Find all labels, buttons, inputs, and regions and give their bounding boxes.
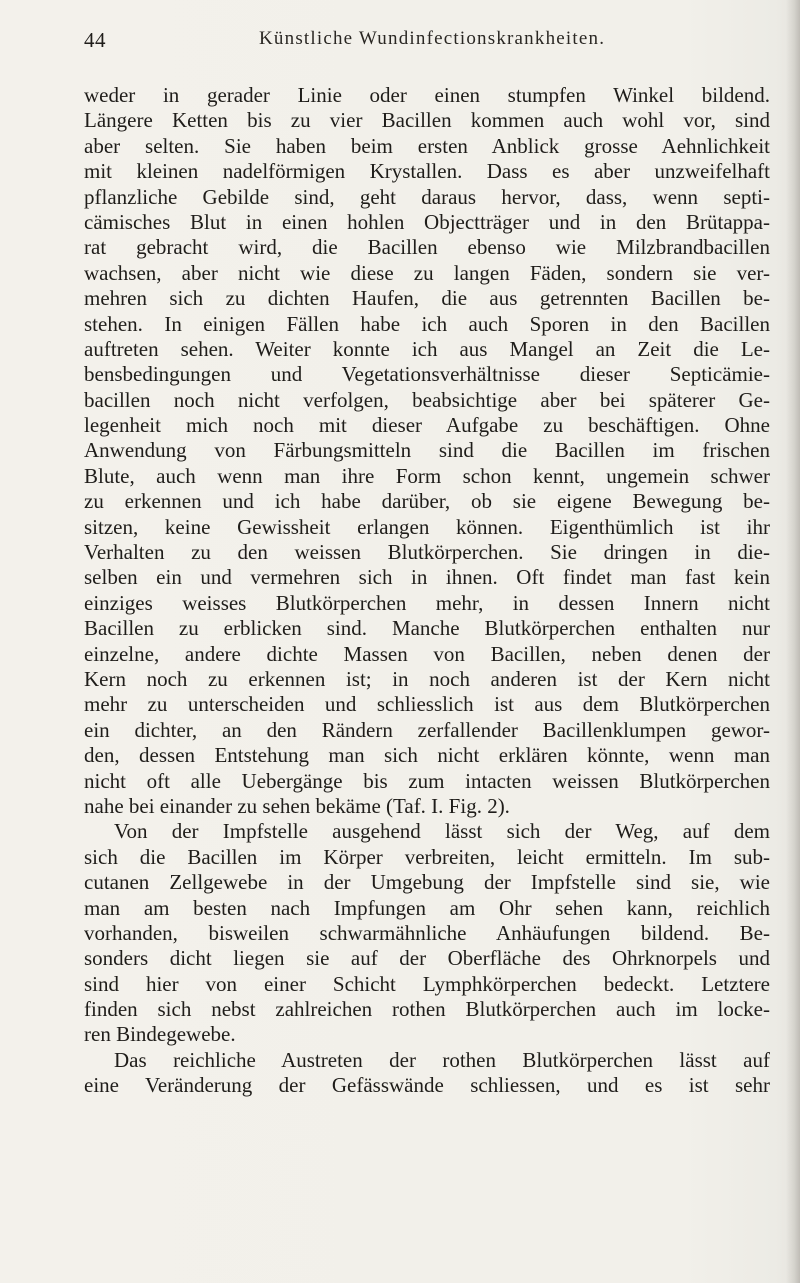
text-line: Verhalten zu den weissen Blutkörperchen. Sie dringen in die- xyxy=(84,540,770,565)
text-line: einzelne, andere dichte Massen von Bacillen, neben denen der xyxy=(84,641,770,666)
text-line: aber selten. Sie haben beim ersten Anblick grosse Aehnlichkeit xyxy=(84,133,770,158)
body-text xyxy=(84,83,770,1099)
page-header xyxy=(84,28,769,54)
text-line: cutanen Zellgewebe in der Umgebung der Impfstelle sind sie, wie xyxy=(84,870,770,895)
text-line: nicht oft alle Uebergänge bis zum intacten weissen Blutkörperchen xyxy=(84,768,770,793)
text-line: finden sich nebst zahlreichen rothen Blutkörperchen auch im locke- xyxy=(84,997,770,1022)
text-line: mehren sich zu dichten Haufen, die aus getrennten Bacillen be- xyxy=(84,286,770,311)
text-line: nahe bei einander zu sehen bekäme (Taf. I. Fig. 2). xyxy=(84,793,510,818)
text-line: Kern noch zu erkennen ist; in noch anderen ist der Kern nicht xyxy=(84,666,770,691)
text-line: den, dessen Entstehung man sich nicht erklären könnte, wenn man xyxy=(84,743,770,768)
text-line: cämisches Blut in einen hohlen Objectträger und in den Brütappa- xyxy=(84,209,770,234)
text-line: Das reichliche Austreten der rothen Blutkörperchen lässt auf xyxy=(114,1047,770,1072)
text-line: wachsen, aber nicht wie diese zu langen Fäden, sondern sie ver- xyxy=(84,260,770,285)
running-title: Künstliche Wundinfectionskrankheiten. xyxy=(259,28,606,49)
text-line: weder in gerader Linie oder einen stumpfen Winkel bildend. xyxy=(84,83,770,107)
text-line: Von der Impfstelle ausgehend lässt sich der Weg, auf dem xyxy=(114,819,770,844)
text-line: Bacillen zu erblicken sind. Manche Blutkörperchen enthalten nur xyxy=(84,616,770,641)
text-line: rat gebracht wird, die Bacillen ebenso wie Milzbrandbacillen xyxy=(84,235,770,260)
page-number: 44 xyxy=(84,28,106,52)
text-line: ren Bindegewebe. xyxy=(84,1022,236,1047)
text-line: sonders dicht liegen sie auf der Oberfläche des Ohrknorpels und xyxy=(84,946,770,971)
text-line: legenheit mich noch mit dieser Aufgabe zu beschäftigen. Ohne xyxy=(84,413,770,438)
text-line: zu erkennen und ich habe darüber, ob sie eigene Bewegung be- xyxy=(84,489,770,514)
text-line: vorhanden, bisweilen schwarmähnliche Anhäufungen bildend. Be- xyxy=(84,920,770,945)
text-line: sich die Bacillen im Körper verbreiten, leicht ermitteln. Im sub- xyxy=(84,844,770,869)
text-line: mit kleinen nadelförmigen Krystallen. Dass es aber unzweifelhaft xyxy=(84,159,770,184)
text-line: auftreten sehen. Weiter konnte ich aus Mangel an Zeit die Le- xyxy=(84,336,770,361)
text-line: eine Veränderung der Gefässwände schliessen, und es ist sehr xyxy=(84,1073,770,1098)
text-line: einziges weisses Blutkörperchen mehr, in dessen Innern nicht xyxy=(84,590,770,615)
text-line: bensbedingungen und Vegetationsverhältnisse dieser Septicämie- xyxy=(84,362,770,387)
text-line: selben ein und vermehren sich in ihnen. Oft findet man fast kein xyxy=(84,565,770,590)
text-line: ein dichter, an den Rändern zerfallender Bacillenklumpen gewor- xyxy=(84,717,770,742)
text-line: sitzen, keine Gewissheit erlangen können. Eigenthümlich ist ihr xyxy=(84,514,770,539)
text-line: sind hier von einer Schicht Lymphkörperchen bedeckt. Letztere xyxy=(84,971,770,996)
text-line: man am besten nach Impfungen am Ohr sehen kann, reichlich xyxy=(84,895,770,920)
text-line: bacillen noch nicht verfolgen, beabsichtige aber bei späterer Ge- xyxy=(84,387,770,412)
text-line: Blute, auch wenn man ihre Form schon kennt, ungemein schwer xyxy=(84,463,770,488)
page-edge-shadow xyxy=(786,0,800,1283)
paragraph xyxy=(84,819,770,1048)
text-line: Anwendung von Färbungsmitteln sind die Bacillen im frischen xyxy=(84,438,770,463)
text-line: stehen. In einigen Fällen habe ich auch Sporen in den Bacillen xyxy=(84,311,770,336)
paragraph xyxy=(84,83,770,819)
paragraph xyxy=(84,1048,770,1099)
text-line: mehr zu unterscheiden und schliesslich ist aus dem Blutkörperchen xyxy=(84,692,770,717)
text-line: pflanzliche Gebilde sind, geht daraus hervor, dass, wenn septi- xyxy=(84,184,770,209)
text-line: Längere Ketten bis zu vier Bacillen kommen auch wohl vor, sind xyxy=(84,108,770,133)
